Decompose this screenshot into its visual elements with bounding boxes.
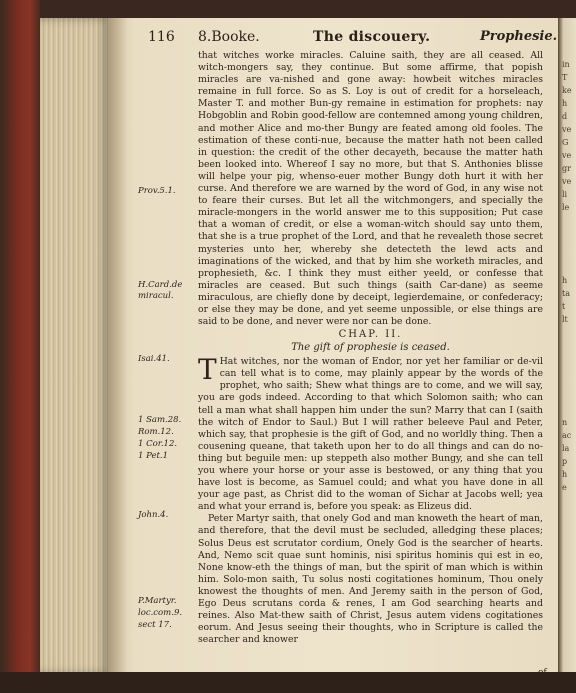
gutter-shadow bbox=[108, 18, 128, 672]
facing-fragment: ac bbox=[562, 431, 572, 440]
facing-fragment: G bbox=[562, 138, 569, 147]
facing-fragment: lt bbox=[562, 315, 568, 324]
facing-fragment: t bbox=[562, 302, 566, 311]
margin-note: miracul. bbox=[138, 291, 174, 301]
paragraph-1: that witches worke miracles. Caluine saith, they are all ceased. All witch-mongers say, they continue. But some affirme, that popish miracles are va-nished and gone away: howbeit witches miracles remaine in full force. So as S. Loy is out of credit for a horseleach, Master T. and mother Bun-gy remaine in estimation for prophets: nay Hobgoblin and Robin good-fellow are contemned among young children, and mother Alice and mo-ther Bungy are feated among old fooles. The estimation of these conti-nue, because the matter hath not been called in question: the credit of the other decayeth, because the matter hath been looked into. Whereof I say no more, but that S. Anthonies blisse will helpe your pig, whenso-euer mother Bungy doth hurt it with her curse. And therefore we are warned by the word of God, in any wise not to feare their curses. But let all the witchmongers, and specially the miracle-mongers in the world answer me to this supposition; Put case that a woman of credit, or else a woman-witch should say unto them, that she is a true prophet of the Lord, and that he revealeth those secret mysteries unto her, whereby she detecteth the lewd acts and imaginations of the wicked, and that by him she worketh miracles, and prophesieth, &c. I think they must either yeeld, or confesse that miracles are ceased. But such things (saith Car-dane) as seeme miraculous, are chiefly done by deceipt, legierdemaine, or confederacy; or else they may be done, and yet seeme unpossible, or else things are said to be done, and never were nor can be done. bbox=[198, 50, 543, 328]
facing-fragment: e bbox=[562, 483, 567, 492]
margin-note: Isai.41. bbox=[138, 354, 170, 364]
facing-page-edge bbox=[558, 18, 576, 674]
margin-note: sect 17. bbox=[138, 620, 172, 630]
facing-fragment: ve bbox=[562, 151, 572, 160]
facing-fragment: h bbox=[562, 276, 568, 285]
margin-note: Prov.5.1. bbox=[138, 186, 176, 196]
facing-fragment: h bbox=[562, 470, 568, 479]
facing-fragment: la bbox=[562, 444, 570, 453]
cover-top-edge bbox=[0, 0, 576, 18]
page-header bbox=[148, 29, 558, 47]
facing-fragment: li bbox=[562, 190, 568, 199]
facing-fragment: ve bbox=[562, 125, 572, 134]
body-text bbox=[198, 50, 543, 646]
margin-note: Rom.12. bbox=[138, 427, 174, 437]
chapter-title: The gift of prophesie is ceased. bbox=[291, 342, 450, 354]
cover-bottom-edge bbox=[0, 672, 576, 693]
facing-fragment: d bbox=[562, 112, 568, 121]
page-number: 116 bbox=[148, 29, 175, 45]
section-word: Prophesie. bbox=[480, 29, 558, 44]
running-title: The discouery. bbox=[313, 29, 431, 45]
facing-fragment: in bbox=[562, 60, 570, 69]
paragraph-2: Hat witches, nor the woman of Endor, nor yet her familiar or de-vil can tell what is to come, may plainly appear by the words of the prophet, who saith; Shew what things are to come, and we will say, you are gods indeed. According to that which Solomon saith; who can tell a man what shall happen him under the sun? Marry that can I (saith the witch of Endor to Saul.) But I will rather beleeve Paul and Peter, which say, that prophesie is the gift of God, and no worldly thing. Then a cousening queane, that taketh upon her to do all things and can do no-thing but beguile men: up steppeth also mother Bungy, and she can tell you where your horse or your asse is bestowed, or any thing that you have lost is become, as Samuel could; and what you have done in all your age past, as Christ did to the woman of Sichar at Jacobs well; yea and what your errand is, before you speak: as Elizeus did. bbox=[198, 356, 543, 513]
margin-note: loc.com.9. bbox=[138, 608, 183, 618]
book-label: 8.Booke. bbox=[198, 29, 260, 45]
margin-note: John.4. bbox=[138, 510, 169, 520]
facing-fragment: le bbox=[562, 203, 570, 212]
margin-note: P.Martyr. bbox=[138, 596, 177, 606]
facing-fragment: ta bbox=[562, 289, 570, 298]
paragraph-3: Peter Martyr saith, that onely God and man knoweth the heart of man, and therefore, that the devil must be secluded, alledging these places; Solus Deus est scrutator cordium, Onely God is the searcher of hearts. And, Nemo scit quae sunt hominis, nisi spiritus hominis qui est in eo, None know-eth the things of man, but the spirit of man which is within him. Solo-mon saith, Tu solus nosti cogitationes hominum, Thou onely knowest the thoughts of men. And Jeremy saith in the person of God, Ego Deus scrutans corda & renes, I am God searching hearts and reines. Also Mat-thew saith of Christ, Jesus autem videns cogitationes eorum. And Jesus seeing their thoughts, who in Scripture is called the searcher and knower bbox=[198, 513, 543, 646]
margin-note: 1 Sam.28. bbox=[138, 415, 182, 425]
facing-fragment: ke bbox=[562, 86, 572, 95]
book-page bbox=[108, 18, 558, 672]
facing-fragment: gr bbox=[562, 164, 571, 173]
book-cover-spine bbox=[0, 0, 40, 693]
margin-note: 1 Pet.1 bbox=[138, 451, 169, 461]
facing-fragment: T bbox=[562, 73, 568, 82]
chapter-heading: CHAP. II. bbox=[338, 329, 403, 341]
facing-fragment: p bbox=[562, 457, 568, 466]
margin-note: H.Card.de bbox=[138, 280, 183, 290]
page-block-edges bbox=[40, 18, 110, 674]
drop-cap: T bbox=[198, 353, 217, 387]
margin-note: 1 Cor.12. bbox=[138, 439, 178, 449]
facing-fragment: h bbox=[562, 99, 568, 108]
facing-fragment: ve bbox=[562, 177, 572, 186]
facing-fragment: n bbox=[562, 418, 568, 427]
